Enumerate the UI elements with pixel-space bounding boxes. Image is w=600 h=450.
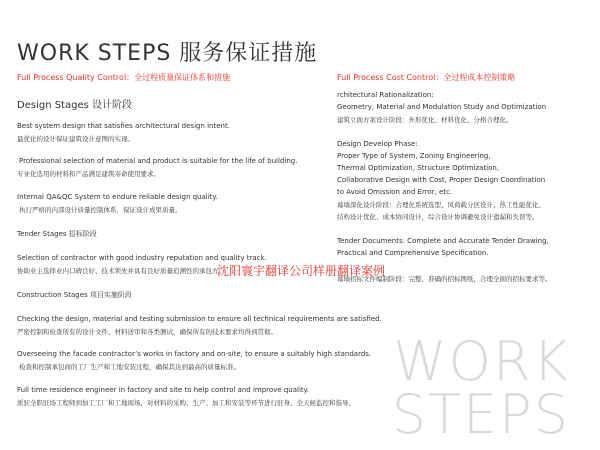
left-line: 严密控制和检查所有的设计文件、材料送审和各类测试，确保所有的技术要求均得到贯彻。: [17, 328, 277, 336]
left-line: Full time residence engineer in factory and site to help control and improve quality.: [17, 386, 310, 394]
design-stages-heading: Design Stages 设计阶段: [17, 100, 132, 111]
right-line: rchitectural Rationalization:: [337, 91, 434, 99]
quality-control-heading: Full Process Quality Control：全过程质量保证体系和措施: [17, 73, 231, 82]
right-line: 幕墙招标文件编制阶段：完整、准确的招标图纸，合理全面的招标要求等。: [337, 275, 552, 283]
left-line: Construction Stages 项目实施阶段: [17, 291, 132, 299]
left-line: Checking the design, material and testing submission to ensure all technical requirements are satisfied.: [17, 315, 382, 323]
left-line: 派驻全职驻场工程师到加工工厂和工地现场，对材料的采购、生产、加工和安装等环节进行驻身、全天候监控和指导。: [17, 399, 355, 407]
right-line: to Avoid Omission and Error, etc.: [337, 188, 453, 196]
left-line: Internal QA&QC System to endure reliable design quality.: [17, 193, 218, 201]
left-line: 最优化的设计保证建筑设计意图的实现。: [17, 135, 134, 143]
right-line: Tender Documents: Complete and Accurate Tender Drawing,: [337, 237, 549, 245]
right-line: Thermal Optimization, Structure Optimization,: [337, 164, 500, 172]
cost-control-heading: Full Process Cost Control：全过程成本控制策略: [337, 73, 516, 82]
right-line: 幕墙深化设计阶段：合理化系统选型、风荷载分区设计、热工性能优化、: [337, 201, 545, 209]
left-line: 协助业主选择业内口碑良好、技术领先并具有良好质量追溯性的承包方。: [17, 267, 225, 275]
right-line: 结构设计优化、成本协同设计，综合设计协调避免设计遗漏和失误等。: [337, 213, 539, 221]
right-line: Proper Type of System, Zoning Engineering,: [337, 152, 491, 160]
right-line: Practical and Comprehensive Specification.: [337, 249, 489, 257]
left-line: Selection of contractor with good industry reputation and quality track.: [17, 254, 267, 262]
page-title: WORK STEPS 服务保证措施: [17, 41, 318, 66]
left-line: 专业化选用的材料和产品满足建筑寿命使用要求。: [17, 170, 160, 178]
left-line: 执行严格的内部设计质量控制体系，保证设计成果质量。: [19, 206, 182, 214]
left-line: Tender Stages 招标阶段: [17, 230, 97, 238]
right-line: Collaborative Design with Cost, Proper Design Coordination: [337, 176, 546, 184]
watermark: 沈阳寰宇翻译公司样册翻译案例: [217, 264, 386, 278]
big-steps-text: STEPS: [391, 383, 570, 446]
left-line: 检查和控制承包商的工厂生产和工地安装过程，确保其达到最高的质量标准。: [19, 363, 240, 371]
big-work-text: WORK: [393, 330, 570, 393]
left-line: Professional selection of material and product is suitable for the life of building.: [19, 157, 298, 165]
left-line: Overseeing the facade contractor’s works in factory and on-site, to ensure a suitably high standards.: [17, 350, 372, 358]
left-line: Best system design that satisfies architectural design intent.: [17, 122, 230, 130]
right-line: 建筑立面方案设计阶段：外形优化、材料优化、分格合理化。: [337, 116, 513, 124]
right-line: Geometry, Material and Modulation Study and Optimization: [337, 103, 547, 111]
right-line: Design Develop Phase:: [337, 140, 418, 148]
